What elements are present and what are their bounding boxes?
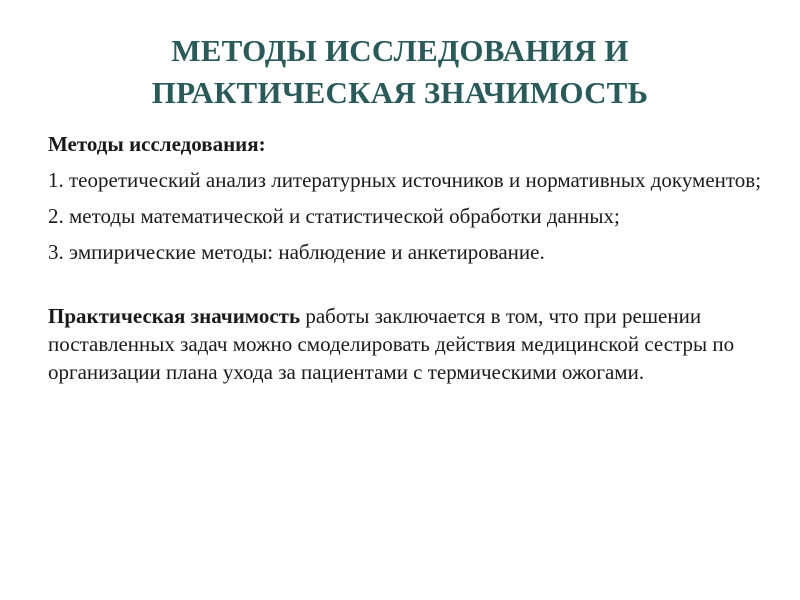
slide-body bbox=[48, 130, 763, 386]
slide-title-line-1: МЕТОДЫ ИССЛЕДОВАНИЯ И bbox=[171, 33, 629, 68]
methods-heading: Методы исследования: bbox=[48, 132, 266, 156]
significance-text: работы заключается в том, что при решении поставленных задач можно смоделировать действия медицинской сестры по организации плана ухода за пациентами с термическими ожогами. bbox=[48, 304, 735, 384]
methods-item-1: 1. теоретический анализ литературных источников и нормативных документов; bbox=[48, 168, 762, 192]
methods-item-3: 3. эмпирические методы: наблюдение и анкетирование. bbox=[48, 240, 545, 264]
significance-paragraph bbox=[48, 302, 763, 386]
methods-item-2: 2. методы математической и статистической обработки данных; bbox=[48, 204, 620, 228]
paragraph-spacer bbox=[48, 274, 763, 302]
slide-title bbox=[40, 30, 760, 114]
slide-title-line-2: ПРАКТИЧЕСКАЯ ЗНАЧИМОСТЬ bbox=[151, 75, 649, 110]
significance-bold-label: Практическая значимость bbox=[48, 304, 301, 328]
